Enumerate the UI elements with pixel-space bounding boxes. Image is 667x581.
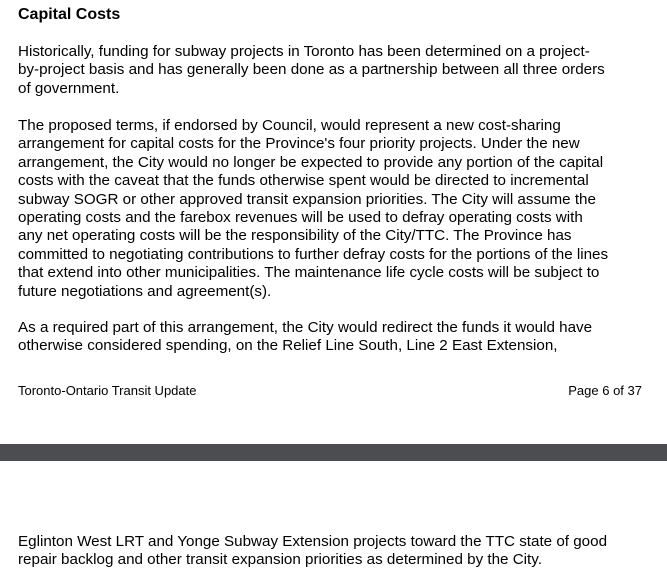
text-line: arrangement for capital costs for the Province's four priority projects. Under the new [18, 135, 580, 153]
text-line: costs with the caveat that the funds otherwise spent would be directed to incremental [18, 172, 589, 190]
text-line: The proposed terms, if endorsed by Council, would represent a new cost-sharing [18, 117, 561, 134]
paragraph-proposed-terms [18, 117, 658, 301]
text-line: As a required part of this arrangement, the City would redirect the funds it would have [18, 319, 593, 336]
footer-title: Toronto-Ontario Transit Update [18, 383, 197, 398]
text-line: otherwise considered spending, on the Relief Line South, Line 2 East Extension, [18, 337, 558, 355]
footer-page-number: Page 6 of 37 [568, 383, 642, 398]
text-line: subway SOGR or other approved transit expansion priorities. The City will assume the [18, 190, 596, 208]
text-line: operating costs and the farebox revenues will be used to defray operating costs with [18, 209, 583, 227]
text-line: Historically, funding for subway projects in Toronto has been determined on a project- [18, 43, 590, 60]
text-line: repair backlog and other transit expansion priorities as determined by the City. [18, 551, 542, 569]
text-line: arrangement, the City would no longer be expected to provide any portion of the capital [18, 153, 604, 171]
text-line: of government. [18, 79, 120, 97]
text-line: that extend into other municipalities. The maintenance life cycle costs will be subject to [18, 264, 600, 282]
paragraph-arrangement [18, 319, 658, 356]
paragraph-continuation [18, 533, 658, 570]
next-document-page [0, 461, 667, 581]
text-line: future negotiations and agreement(s). [18, 282, 272, 300]
paragraph-history [18, 43, 658, 98]
section-heading: Capital Costs [18, 6, 121, 23]
text-line: committed to negotiating contributions to further defray costs for the portions of the lines [18, 245, 609, 263]
text-line: by-project basis and has generally been done as a partnership between all three orders [18, 61, 605, 79]
page-separator [0, 444, 667, 461]
text-line: any net operating costs will be the responsibility of the City/TTC. The Province has [18, 227, 572, 245]
text-line: Eglinton West LRT and Yonge Subway Extension projects toward the TTC state of good [18, 533, 608, 550]
